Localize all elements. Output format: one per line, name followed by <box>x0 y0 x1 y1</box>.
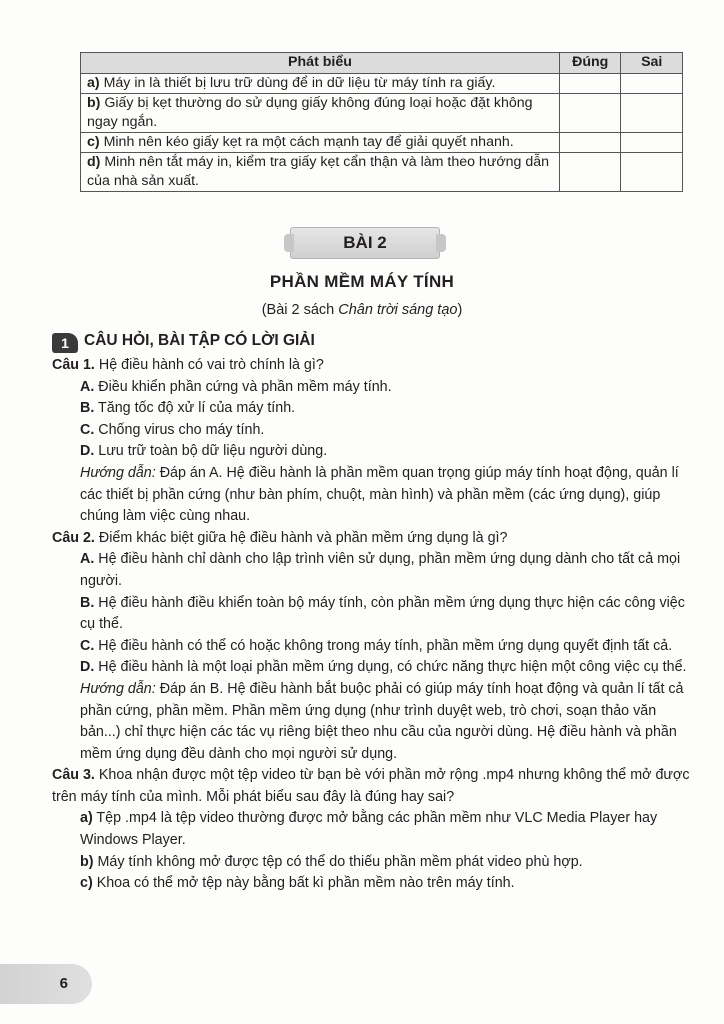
page-number-tab <box>0 964 92 1004</box>
question-3 <box>52 765 692 808</box>
question-label: Câu 3. <box>52 767 95 784</box>
header-true: Đúng <box>559 53 621 74</box>
option-key: a) <box>80 810 93 827</box>
statement-cell <box>81 133 560 153</box>
option-text: Máy tính không mở được tệp có thể do thiếu phần mềm phát video phù hợp. <box>93 853 583 870</box>
statement-label: c) <box>87 134 100 150</box>
section-heading <box>52 330 315 352</box>
question-text: Khoa nhận được một tệp video từ bạn bè với phần mở rộng .mp4 nhưng không thể mở được trên máy tính của mình. Mỗi phát biểu sau đây là đúng hay sai? <box>52 767 690 805</box>
option <box>80 657 692 679</box>
option-text: Hệ điều hành điều khiển toàn bộ máy tính, còn phần mềm ứng dụng thực hiện các công việc cụ thể. <box>80 594 685 633</box>
hint-text: Đáp án B. Hệ điều hành bắt buộc phải có giúp máy tính hoạt động và quản lí tất cả phần cứng, phần mềm. Phần mềm ứng dụng (như trình duyệt web, trò chơi, soạn thảo văn bản...) chỉ thực hiện các tác vụ riêng biệt theo nhu cầu của người dùng. Hệ điều hành và phần mềm ứng dụng đều dành cho mọi người sử dụng. <box>80 680 684 762</box>
option-key: C. <box>80 637 95 654</box>
subtitle-prefix: (Bài 2 sách <box>261 302 339 318</box>
question-2 <box>52 528 692 550</box>
statement-text: Minh nên kéo giấy kẹt ra một cách mạnh tay để giải quyết nhanh. <box>103 134 514 150</box>
header-false: Sai <box>621 53 683 74</box>
table-row <box>81 153 683 192</box>
option-text: Tệp .mp4 là tệp video thường được mở bằng các phần mềm như VLC Media Player hay Windows Player. <box>80 810 658 849</box>
option-text: Điều khiển phần cứng và phần mềm máy tính. <box>94 378 392 395</box>
option-key: B. <box>80 400 95 417</box>
option-key: D. <box>80 443 95 460</box>
statement-text: Giấy bị kẹt thường do sử dụng giấy không đúng loại hoặc đặt không ngay ngắn. <box>87 95 533 130</box>
true-cell[interactable] <box>559 153 621 192</box>
option <box>80 808 692 851</box>
option <box>80 852 692 874</box>
statement-cell <box>81 94 560 133</box>
statement-label: a) <box>87 75 100 91</box>
false-cell[interactable] <box>621 133 683 153</box>
page-number: 6 <box>59 975 68 992</box>
option <box>80 377 692 399</box>
false-cell[interactable] <box>621 74 683 94</box>
option-key: A. <box>80 378 95 395</box>
hint <box>80 463 692 528</box>
option-text: Chống virus cho máy tính. <box>94 421 265 438</box>
option-text: Khoa có thể mở tệp này bằng bất kì phần mềm nào trên máy tính. <box>92 875 515 892</box>
option <box>80 549 692 592</box>
option-key: C. <box>80 421 95 438</box>
statement-cell <box>81 153 560 192</box>
subtitle-suffix: ) <box>457 302 463 318</box>
option <box>80 873 692 895</box>
true-false-table <box>80 52 683 192</box>
hint <box>80 679 692 765</box>
option <box>80 398 692 420</box>
subtitle-book: Chân trời sáng tạo <box>338 302 458 318</box>
question-text: Điểm khác biệt giữa hệ điều hành và phần mềm ứng dụng là gì? <box>94 529 508 546</box>
option <box>80 441 692 463</box>
hint-text: Đáp án A. Hệ điều hành là phần mềm quan trọng giúp máy tính hoạt động, quản lí các thiết bị phần cứng (như bàn phím, chuột, màn hình) và phần mềm (các ứng dụng), giúp chúng làm việc cùng nhau. <box>80 464 679 525</box>
table-row <box>81 74 683 94</box>
statement-text: Minh nên tắt máy in, kiểm tra giấy kẹt cẩn thận và làm theo hướng dẫn của nhà sản xuất. <box>87 154 550 189</box>
statement-cell <box>81 74 560 94</box>
questions-body <box>52 355 692 895</box>
header-statement: Phát biểu <box>81 53 560 74</box>
question-label: Câu 1. <box>52 357 95 373</box>
option-key: b) <box>80 853 94 870</box>
option <box>80 420 692 442</box>
table-row <box>81 94 683 133</box>
option-text: Hệ điều hành là một loại phần mềm ứng dụng, có chức năng thực hiện một công việc cụ thể. <box>94 659 687 676</box>
true-cell[interactable] <box>559 74 621 94</box>
hint-label: Hướng dẫn: <box>80 680 156 697</box>
lesson-subtitle <box>0 302 724 318</box>
option-key: c) <box>80 875 93 892</box>
statement-label: b) <box>87 95 101 111</box>
option <box>80 636 692 658</box>
question-text: Hệ điều hành có vai trò chính là gì? <box>94 357 324 373</box>
option-text: Hệ điều hành chỉ dành cho lập trình viên sử dụng, phần mềm ứng dụng dành cho tất cả mọi người. <box>80 551 681 589</box>
option-text: Tăng tốc độ xử lí của máy tính. <box>94 400 296 417</box>
table-row <box>81 133 683 153</box>
true-cell[interactable] <box>559 133 621 153</box>
lesson-badge: BÀI 2 <box>290 227 440 259</box>
section-number-badge: 1 <box>52 333 78 353</box>
table-header-row <box>81 53 683 74</box>
lesson-title: PHẦN MỀM MÁY TÍNH <box>269 272 455 291</box>
question-1 <box>52 355 692 377</box>
option-key: B. <box>80 594 95 611</box>
statement-text: Máy in là thiết bị lưu trữ dùng để in dữ liệu từ máy tính ra giấy. <box>103 75 496 91</box>
true-cell[interactable] <box>559 94 621 133</box>
option-text: Lưu trữ toàn bộ dữ liệu người dùng. <box>94 443 328 460</box>
option <box>80 593 692 636</box>
false-cell[interactable] <box>621 153 683 192</box>
statement-label: d) <box>87 154 101 170</box>
option-key: D. <box>80 659 95 676</box>
option-key: A. <box>80 551 95 568</box>
false-cell[interactable] <box>621 94 683 133</box>
question-label: Câu 2. <box>52 529 95 546</box>
hint-label: Hướng dẫn: <box>80 464 156 481</box>
section-title: CÂU HỎI, BÀI TẬP CÓ LỜI GIẢI <box>84 332 315 349</box>
option-text: Hệ điều hành có thể có hoặc không trong máy tính, phần mềm ứng dụng quyết định tất cả. <box>94 637 673 654</box>
